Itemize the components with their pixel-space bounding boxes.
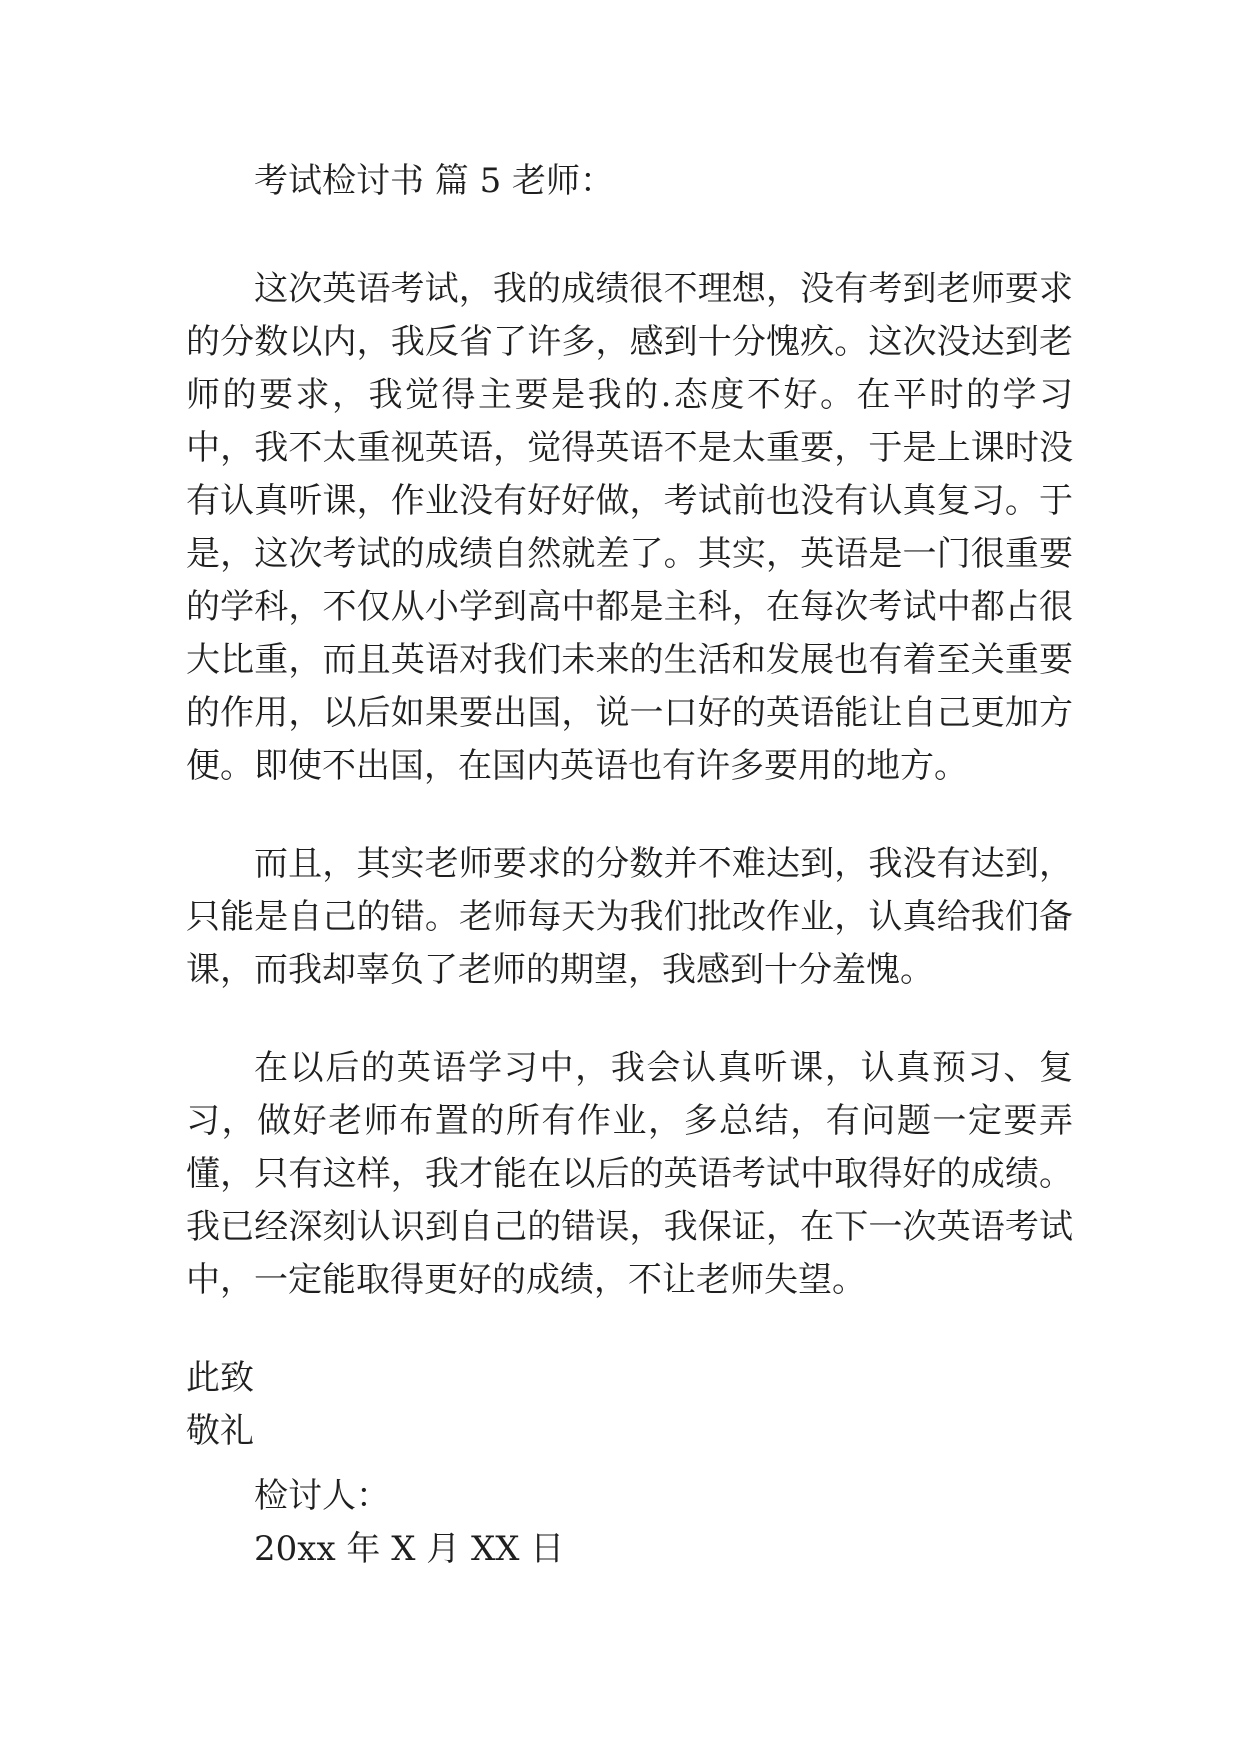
- paragraph-2: 而且，其实老师要求的分数并不难达到，我没有达到，只能是自己的错。老师每天为我们批改作业，认真给我们备课，而我却辜负了老师的期望，我感到十分羞愧。: [186, 844, 1073, 990]
- closing-cizhi: 此致: [186, 1358, 254, 1398]
- signature-date: 20xx 年 X 月 XX 日: [254, 1529, 565, 1569]
- document-title: 考试检讨书 篇 5 老师：: [254, 161, 615, 201]
- signature-reviewer-label: 检讨人：: [254, 1476, 390, 1516]
- paragraph-3: 在以后的英语学习中，我会认真听课，认真预习、复习，做好老师布置的所有作业，多总结，有问题一定要弄懂，只有这样，我才能在以后的英语考试中取得好的成绩。我已经深刻认识到自己的错误，我保证，在下一次英语考试中，一定能取得更好的成绩，不让老师失望。: [186, 1048, 1073, 1300]
- closing-jingli: 敬礼: [186, 1411, 254, 1451]
- paragraph-1: 这次英语考试，我的成绩很不理想，没有考到老师要求的分数以内，我反省了许多，感到十分愧疚。这次没达到老师的要求，我觉得主要是我的.态度不好。在平时的学习中，我不太重视英语，觉得英语不是太重要，于是上课时没有认真听课，作业没有好好做，考试前也没有认真复习。于是，这次考试的成绩自然就差了。其实，英语是一门很重要的学科，不仅从小学到高中都是主科，在每次考试中都占很大比重，而且英语对我们未来的生活和发展也有着至关重要的作用，以后如果要出国，说一口好的英语能让自己更加方便。即使不出国，在国内英语也有许多要用的地方。: [186, 269, 1073, 786]
